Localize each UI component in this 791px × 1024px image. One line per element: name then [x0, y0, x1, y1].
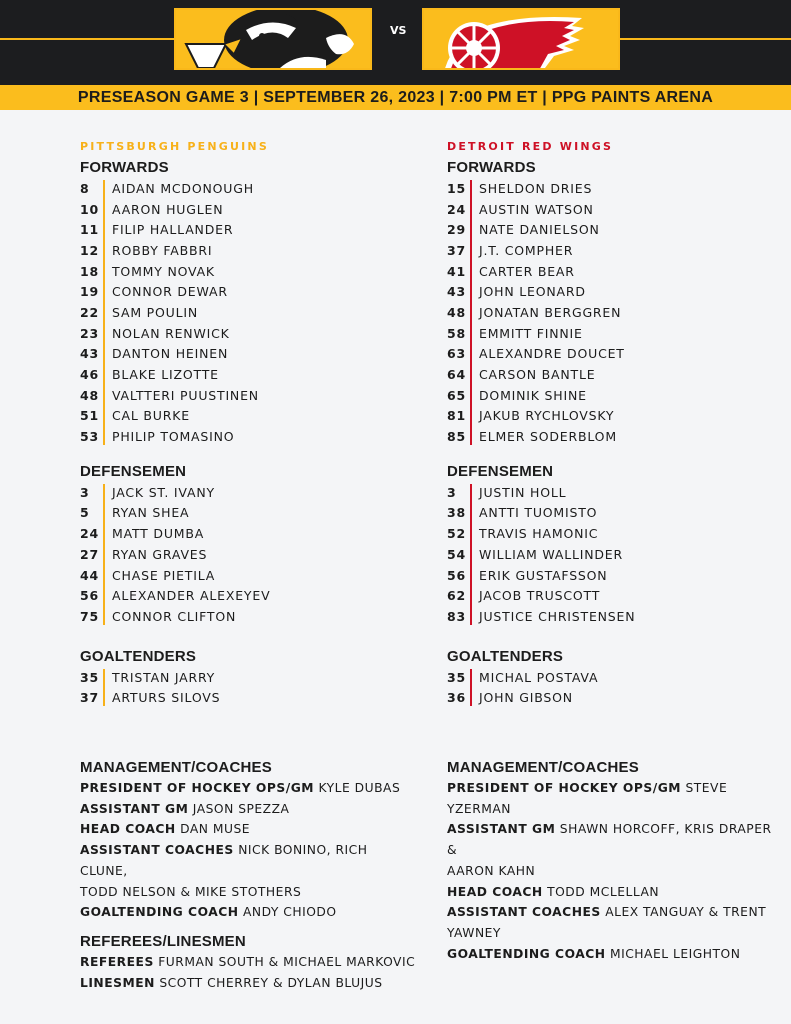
player-row — [80, 364, 425, 385]
player-number: 35 — [447, 669, 466, 685]
player-row — [447, 178, 791, 199]
player-name: ANTTI TUOMISTO — [479, 505, 598, 521]
player-name: TRISTAN JARRY — [112, 669, 216, 685]
player-number: 3 — [447, 484, 457, 500]
player-number: 44 — [80, 567, 99, 583]
player-row — [447, 406, 791, 427]
player-row — [80, 406, 425, 427]
red-wings-logo — [422, 8, 620, 70]
staff-names: DAN MUSE — [180, 822, 251, 837]
player-number: 37 — [447, 242, 466, 258]
vs-label: VS — [390, 24, 407, 37]
player-row — [80, 544, 425, 565]
penguin-icon — [176, 10, 372, 70]
roster-divider — [103, 180, 105, 445]
player-number: 5 — [80, 505, 90, 521]
staff-names: ANDY CHIODO — [242, 905, 337, 920]
player-name: EMMITT FINNIE — [479, 325, 583, 341]
player-number: 56 — [447, 567, 466, 583]
player-row — [447, 565, 791, 586]
player-name: RYAN SHEA — [112, 505, 190, 521]
player-name: AIDAN MCDONOUGH — [112, 180, 254, 196]
player-number: 85 — [447, 429, 466, 445]
staff-names: KYLE DUBAS — [318, 781, 401, 795]
player-name: NOLAN RENWICK — [112, 325, 230, 341]
player-row — [80, 302, 425, 323]
player-row — [447, 523, 791, 544]
player-name: AARON HUGLEN — [112, 201, 224, 217]
player-number: 65 — [447, 387, 466, 403]
player-row — [80, 426, 425, 447]
player-number: 18 — [80, 263, 99, 279]
away-defense-list — [447, 482, 791, 627]
player-name: JACOB TRUSCOTT — [479, 588, 601, 604]
player-row — [447, 687, 791, 708]
roster-divider — [470, 669, 472, 706]
player-name: NATE DANIELSON — [479, 222, 600, 238]
player-row — [80, 344, 425, 365]
player-name: CARSON BANTLE — [479, 367, 596, 383]
player-row — [80, 199, 425, 220]
home-forwards-list — [80, 178, 425, 447]
away-team-name: DETROIT RED WINGS — [447, 140, 614, 153]
player-row — [80, 240, 425, 261]
home-team-name: PITTSBURGH PENGUINS — [80, 140, 269, 153]
player-row — [447, 323, 791, 344]
player-number: 11 — [80, 222, 99, 238]
player-number: 43 — [80, 346, 99, 362]
player-name: ERIK GUSTAFSSON — [479, 567, 608, 583]
player-number: 51 — [80, 408, 99, 424]
player-row — [80, 219, 425, 240]
player-name: CHASE PIETILA — [112, 567, 216, 583]
player-name: FILIP HALLANDER — [112, 222, 234, 238]
player-name: CARTER BEAR — [479, 263, 575, 279]
player-row — [80, 503, 425, 524]
player-number: 3 — [80, 484, 90, 500]
staff-names-continued: TODD NELSON & MIKE STOTHERS — [80, 884, 302, 899]
player-row — [80, 482, 425, 503]
away-mgmt-title: MANAGEMENT/COACHES — [447, 759, 639, 776]
player-name: CONNOR CLIFTON — [112, 608, 237, 624]
staff-role: HEAD COACH — [80, 822, 176, 837]
player-number: 62 — [447, 588, 466, 604]
player-name: DANTON HEINEN — [112, 346, 229, 362]
header-rule-left — [0, 38, 174, 40]
player-name: JONATAN BERGGREN — [479, 304, 622, 320]
player-row — [80, 523, 425, 544]
player-name: ARTURS SILOVS — [112, 690, 221, 706]
staff-role: PRESIDENT OF HOCKEY OPS/GM — [80, 781, 315, 795]
player-number: 56 — [80, 588, 99, 604]
player-number: 41 — [447, 263, 466, 279]
header-bar — [0, 0, 791, 85]
player-number: 12 — [80, 242, 99, 258]
staff-names: STEVE YZERMAN — [447, 781, 728, 816]
player-name: ROBBY FABBRI — [112, 242, 213, 258]
officials — [80, 932, 420, 993]
player-row — [80, 323, 425, 344]
away-defense-title: DEFENSEMEN — [447, 462, 554, 480]
player-number: 38 — [447, 505, 466, 521]
player-row — [80, 178, 425, 199]
player-number: 10 — [80, 201, 99, 217]
player-number: 54 — [447, 546, 466, 562]
staff-line — [80, 902, 410, 923]
player-number: 35 — [80, 669, 99, 685]
referees-names: FURMAN SOUTH & MICHAEL MARKOVIC — [158, 955, 416, 969]
staff-names-continued: YAWNEY — [447, 925, 501, 940]
player-number: 24 — [80, 526, 99, 542]
staff-names: ALEX TANGUAY & TRENT — [605, 905, 767, 920]
roster-divider — [470, 180, 472, 445]
staff-line — [80, 819, 410, 840]
player-number: 52 — [447, 526, 466, 542]
player-row — [447, 482, 791, 503]
linesmen-label: LINESMEN — [80, 975, 155, 990]
player-row — [447, 585, 791, 606]
staff-role: PRESIDENT OF HOCKEY OPS/GM — [447, 781, 682, 795]
player-row — [447, 544, 791, 565]
away-management — [447, 758, 777, 964]
player-row — [447, 199, 791, 220]
player-row — [447, 219, 791, 240]
player-row — [447, 385, 791, 406]
staff-role: ASSISTANT GM — [80, 801, 189, 816]
player-name: JUSTIN HOLL — [479, 484, 567, 500]
player-name: J.T. COMPHER — [479, 242, 574, 258]
penguins-logo — [174, 8, 372, 70]
staff-names: MICHAEL LEIGHTON — [609, 946, 741, 961]
player-number: 43 — [447, 284, 466, 300]
player-row — [447, 240, 791, 261]
player-number: 29 — [447, 222, 466, 238]
player-number: 24 — [447, 201, 466, 217]
home-forwards-title: FORWARDS — [80, 159, 169, 176]
player-row — [447, 261, 791, 282]
player-name: BLAKE LIZOTTE — [112, 367, 219, 383]
home-management — [80, 758, 410, 923]
away-roster — [447, 140, 791, 708]
staff-line — [80, 840, 410, 881]
staff-names: SHAWN HORCOFF, KRIS DRAPER & — [447, 822, 772, 858]
staff-line — [80, 778, 410, 799]
home-mgmt-title: MANAGEMENT/COACHES — [80, 759, 272, 776]
staff-role: ASSISTANT COACHES — [447, 905, 601, 920]
home-goalies-title: GOALTENDERS — [80, 647, 197, 665]
player-name: TRAVIS HAMONIC — [479, 526, 599, 542]
player-name: JOHN LEONARD — [479, 284, 586, 300]
player-number: 23 — [80, 325, 99, 341]
header-rule-right — [620, 38, 791, 40]
player-name: ALEXANDER ALEXEYEV — [112, 588, 271, 604]
player-number: 19 — [80, 284, 99, 300]
player-name: CAL BURKE — [112, 408, 190, 424]
player-row — [80, 585, 425, 606]
staff-line — [447, 819, 777, 860]
player-name: JAKUB RYCHLOVSKY — [479, 408, 615, 424]
player-row — [447, 281, 791, 302]
player-row — [447, 667, 791, 688]
game-info-banner: PRESEASON GAME 3 | SEPTEMBER 26, 2023 | 7:00 PM ET | PPG PAINTS ARENA — [0, 85, 791, 110]
player-row — [447, 344, 791, 365]
linesmen-names: SCOTT CHERREY & DYLAN BLUJUS — [159, 975, 383, 990]
staff-role: ASSISTANT COACHES — [80, 843, 234, 858]
player-number: 64 — [447, 367, 466, 383]
player-name: WILLIAM WALLINDER — [479, 546, 623, 562]
player-name: PHILIP TOMASINO — [112, 429, 235, 445]
player-number: 22 — [80, 304, 99, 320]
player-name: JOHN GIBSON — [479, 690, 573, 706]
player-row — [447, 606, 791, 627]
away-goalies-list — [447, 667, 791, 708]
player-name: JUSTICE CHRISTENSEN — [479, 608, 636, 624]
away-goalies-title: GOALTENDERS — [447, 647, 564, 665]
player-name: MICHAL POSTAVA — [479, 669, 599, 685]
player-row — [80, 385, 425, 406]
staff-role: GOALTENDING COACH — [447, 946, 606, 961]
player-row — [80, 606, 425, 627]
home-mgmt-list — [80, 778, 410, 923]
player-number: 83 — [447, 608, 466, 624]
player-number: 36 — [447, 690, 466, 706]
officials-title: REFEREES/LINESMEN — [80, 933, 246, 950]
player-name: ALEXANDRE DOUCET — [479, 346, 625, 362]
player-number: 48 — [80, 387, 99, 403]
home-defense-list — [80, 482, 425, 627]
staff-line — [80, 799, 410, 820]
player-row — [80, 667, 425, 688]
player-row — [447, 503, 791, 524]
player-name: SAM POULIN — [112, 304, 199, 320]
player-number: 81 — [447, 408, 466, 424]
winged-wheel-icon — [424, 10, 620, 70]
player-name: RYAN GRAVES — [112, 546, 208, 562]
player-name: JACK ST. IVANY — [112, 484, 215, 500]
player-row — [447, 426, 791, 447]
staff-line — [447, 944, 777, 965]
player-number: 27 — [80, 546, 99, 562]
player-number: 75 — [80, 608, 99, 624]
roster-divider — [103, 669, 105, 706]
player-row — [80, 261, 425, 282]
staff-line — [447, 902, 777, 923]
player-number: 8 — [80, 180, 90, 196]
player-row — [447, 364, 791, 385]
home-roster — [80, 140, 425, 708]
player-name: ELMER SODERBLOM — [479, 429, 617, 445]
player-name: MATT DUMBA — [112, 526, 205, 542]
staff-names: TODD MCLELLAN — [547, 884, 660, 899]
player-number: 15 — [447, 180, 466, 196]
player-name: VALTTERI PUUSTINEN — [112, 387, 259, 403]
home-defense-title: DEFENSEMEN — [80, 462, 187, 480]
staff-names: NICK BONINO, RICH CLUNE, — [80, 843, 368, 878]
linesmen-line — [80, 973, 420, 994]
staff-role: GOALTENDING COACH — [80, 905, 239, 920]
player-name: TOMMY NOVAK — [112, 263, 215, 279]
roster-divider — [103, 484, 105, 625]
referees-label: REFEREES — [80, 955, 154, 969]
player-row — [80, 687, 425, 708]
home-goalies-list — [80, 667, 425, 708]
player-row — [80, 281, 425, 302]
player-number: 53 — [80, 429, 99, 445]
player-number: 46 — [80, 367, 99, 383]
player-number: 63 — [447, 346, 466, 362]
roster-divider — [470, 484, 472, 625]
away-mgmt-list — [447, 778, 777, 964]
staff-names-continued: AARON KAHN — [447, 863, 536, 878]
staff-line — [447, 882, 777, 903]
player-name: SHELDON DRIES — [479, 180, 593, 196]
player-name: AUSTIN WATSON — [479, 201, 594, 217]
player-row — [80, 565, 425, 586]
player-number: 48 — [447, 304, 466, 320]
staff-line — [447, 778, 777, 819]
player-number: 58 — [447, 325, 466, 341]
away-forwards-title: FORWARDS — [447, 159, 536, 176]
staff-names: JASON SPEZZA — [192, 801, 290, 816]
away-forwards-list — [447, 178, 791, 447]
staff-role: HEAD COACH — [447, 884, 543, 899]
referees-line — [80, 952, 420, 973]
player-name: CONNOR DEWAR — [112, 284, 228, 300]
player-name: DOMINIK SHINE — [479, 387, 587, 403]
staff-role: ASSISTANT GM — [447, 822, 556, 837]
player-row — [447, 302, 791, 323]
player-number: 37 — [80, 690, 99, 706]
